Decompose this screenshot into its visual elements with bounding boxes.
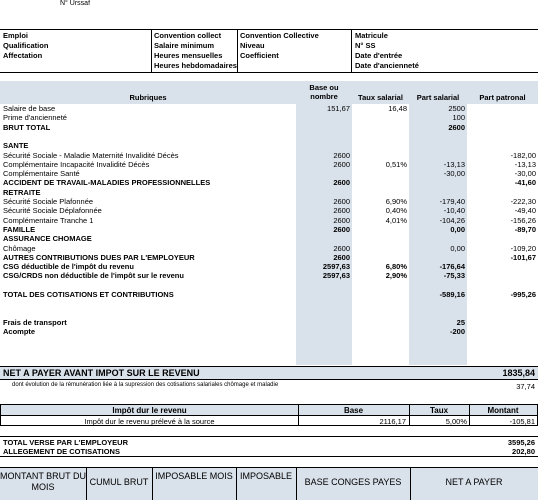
table-row bbox=[0, 327, 538, 336]
row-label: ACCIDENT DE TRAVAIL-MALADIES PROFESSIONNELLES bbox=[3, 178, 211, 188]
table-row bbox=[0, 141, 538, 150]
impot-base-header: Base bbox=[343, 406, 364, 415]
row-label: Complémentaire Santé bbox=[3, 169, 80, 179]
header-base: Base ou nombre bbox=[309, 83, 339, 101]
table-row bbox=[0, 309, 538, 318]
table-row bbox=[0, 188, 538, 197]
net-a-payer-label: NET A PAYER AVANT IMPOT SUR LE REVENU bbox=[3, 368, 200, 378]
table-row bbox=[0, 178, 538, 187]
row-part-patronal: -182,00 bbox=[510, 150, 536, 160]
info-col-1 bbox=[3, 31, 148, 61]
row-taux: 6,80% bbox=[385, 262, 407, 272]
row-part-patronal: -49,40 bbox=[514, 206, 536, 216]
row-part-patronal: -109,20 bbox=[510, 243, 536, 253]
row-part-patronal: -13,13 bbox=[514, 159, 536, 169]
table-row bbox=[0, 253, 538, 262]
header-part-salarial: Part salarial bbox=[416, 93, 460, 102]
divider bbox=[351, 30, 352, 72]
row-base: 2597,63 bbox=[322, 271, 350, 281]
info-qualification: Qualification bbox=[3, 41, 49, 50]
summary-brut-mois: MONTANT BRUT DU MOIS bbox=[0, 471, 87, 492]
row-part-patronal: -30,00 bbox=[514, 169, 536, 179]
row-part-salarial: 25 bbox=[456, 317, 465, 327]
row-label: RETRAITE bbox=[3, 187, 41, 197]
row-base: 2600 bbox=[333, 252, 350, 262]
row-part-salarial: 2500 bbox=[448, 104, 465, 113]
row-part-salarial: -10,40 bbox=[443, 206, 465, 216]
row-base: 2600 bbox=[333, 206, 350, 216]
table-row bbox=[0, 151, 538, 160]
urssaf-label: N° Urssaf bbox=[60, 0, 91, 7]
row-part-salarial: -30,00 bbox=[443, 169, 465, 179]
table-row bbox=[0, 132, 538, 141]
row-label: Sécurité Sociale Déplafonnée bbox=[3, 206, 102, 216]
info-date-anciennete: Date d'ancienneté bbox=[355, 61, 419, 70]
row-label: FAMILLE bbox=[3, 224, 36, 234]
total-employeur-label: TOTAL VERSE PAR L'EMPLOYEUR bbox=[3, 438, 128, 447]
net-a-payer-bar bbox=[0, 366, 538, 380]
row-part-salarial: -176,64 bbox=[439, 262, 465, 272]
row-base: 2600 bbox=[333, 197, 350, 206]
impot-title: Impôt dur le revenu bbox=[112, 406, 187, 415]
row-part-salarial: -589,16 bbox=[439, 290, 465, 299]
table-row bbox=[0, 216, 538, 225]
row-taux: 16,48 bbox=[388, 104, 407, 113]
row-label: Sécurité Sociale - Maladie Maternité Invalidité Décès bbox=[3, 150, 179, 160]
impot-montant: -105,81 bbox=[509, 417, 535, 426]
row-part-patronal: -156,26 bbox=[510, 215, 536, 225]
info-heures-mensuelles: Heures mensuelles bbox=[154, 51, 223, 60]
row-part-patronal: -995,26 bbox=[510, 290, 536, 299]
info-coefficient: Coefficient bbox=[240, 51, 279, 60]
row-part-salarial: -104,26 bbox=[439, 215, 465, 225]
impot-taux: 5,00% bbox=[445, 417, 467, 426]
impot-taux-header: Taux bbox=[429, 406, 449, 415]
row-label: Sécurité Sociale Plafonnée bbox=[3, 197, 94, 206]
row-part-salarial: 0,00 bbox=[450, 224, 465, 234]
row-label: CSG déductible de l'impôt du revenu bbox=[3, 262, 134, 272]
table-row bbox=[0, 225, 538, 234]
row-label: Chômage bbox=[3, 243, 36, 253]
row-label: AUTRES CONTRIBUTIONS DUES PAR L'EMPLOYEUR bbox=[3, 252, 195, 262]
row-label: CSG/CRDS non déductible de l'impôt sur le revenu bbox=[3, 271, 184, 281]
evolution-label: dont évolution de la rémunération liée à la supression des cotisations salariales chômage et maladie bbox=[12, 382, 279, 388]
info-col-4 bbox=[355, 31, 535, 71]
summary-bar bbox=[0, 467, 538, 500]
header-part-patronal: Part patronal bbox=[479, 93, 526, 102]
info-convention-collect: Convention collect bbox=[154, 31, 222, 40]
row-part-patronal: -41,60 bbox=[514, 178, 536, 188]
info-affectation: Affectation bbox=[3, 51, 43, 60]
row-label: ASSURANCE CHOMAGE bbox=[3, 234, 92, 244]
row-part-salarial: 0,00 bbox=[450, 243, 465, 253]
impot-table bbox=[0, 404, 538, 426]
row-taux: 2,90% bbox=[385, 271, 407, 281]
table-row bbox=[0, 271, 538, 280]
table-row bbox=[0, 169, 538, 178]
row-label: Complémentaire Tranche 1 bbox=[3, 215, 94, 225]
summary-imposable: IMPOSABLE bbox=[239, 471, 293, 481]
row-base: 2600 bbox=[333, 178, 350, 188]
row-label: Frais de transport bbox=[3, 317, 67, 327]
row-part-salarial: 2600 bbox=[448, 122, 465, 132]
row-base: 2597,63 bbox=[322, 262, 350, 272]
row-part-salarial: -179,40 bbox=[439, 197, 465, 206]
row-base: 151,67 bbox=[327, 104, 350, 113]
impot-label: Impôt dur le revenu prélevé à la source bbox=[84, 417, 215, 426]
header-rubriques: Rubriques bbox=[129, 93, 167, 102]
allegement-value: 202,80 bbox=[512, 447, 535, 456]
row-label: BRUT TOTAL bbox=[3, 122, 51, 132]
table-row bbox=[0, 160, 538, 169]
table-row bbox=[0, 244, 538, 253]
row-taux: 0,40% bbox=[385, 206, 407, 216]
row-label: Prime d'ancienneté bbox=[3, 113, 67, 123]
row-base: 2600 bbox=[333, 224, 350, 234]
row-base: 2600 bbox=[333, 150, 350, 160]
info-nss: N° SS bbox=[355, 41, 376, 50]
summary-base-conges: BASE CONGES PAYES bbox=[304, 477, 402, 487]
evolution-value: 37,74 bbox=[516, 382, 535, 391]
row-part-salarial: -75,33 bbox=[443, 271, 465, 281]
table-row bbox=[0, 104, 538, 113]
row-taux: 0,51% bbox=[385, 159, 407, 169]
impot-montant-header: Montant bbox=[487, 406, 519, 415]
impot-base: 2116,17 bbox=[379, 417, 406, 426]
total-employeur-value: 3595,26 bbox=[507, 438, 535, 447]
table-row bbox=[0, 281, 538, 290]
rubriques-table bbox=[0, 81, 538, 365]
net-a-payer-value: 1835,84 bbox=[502, 368, 535, 378]
header-taux: Taux salarial bbox=[358, 93, 403, 102]
info-matricule: Matricule bbox=[355, 31, 388, 40]
info-date-entree: Date d'entrée bbox=[355, 51, 403, 60]
row-base: 2600 bbox=[333, 215, 350, 225]
row-base: 2600 bbox=[333, 159, 350, 169]
row-label: TOTAL DES COTISATIONS ET CONTRIBUTIONS bbox=[3, 290, 174, 299]
divider bbox=[151, 30, 152, 72]
allegement-label: ALLEGEMENT DE COTISATIONS bbox=[3, 447, 120, 456]
row-taux: 6,90% bbox=[385, 197, 407, 206]
info-col-3 bbox=[240, 31, 350, 61]
table-row bbox=[0, 123, 538, 132]
info-niveau: Niveau bbox=[240, 41, 265, 50]
info-convention-collective: Convention Collective bbox=[240, 31, 319, 40]
summary-cumul-brut: CUMUL BRUT bbox=[89, 477, 149, 487]
info-salaire-minimum: Salaire minimum bbox=[154, 41, 215, 50]
row-part-salarial: 100 bbox=[452, 113, 465, 123]
summary-imposable-mois: IMPOSABLE MOIS bbox=[155, 471, 233, 481]
info-emploi: Emploi bbox=[3, 31, 29, 40]
table-row bbox=[0, 197, 538, 206]
table-row bbox=[0, 113, 538, 122]
employee-info-block bbox=[0, 29, 538, 73]
row-part-salarial: -200 bbox=[449, 327, 465, 337]
table-row bbox=[0, 290, 538, 299]
summary-net-a-payer: NET A PAYER bbox=[445, 477, 503, 487]
row-part-salarial: -13,13 bbox=[443, 159, 465, 169]
row-label: Acompte bbox=[3, 327, 36, 337]
row-label: SANTE bbox=[3, 141, 29, 151]
row-label: Salaire de base bbox=[3, 104, 56, 113]
row-part-patronal: -89,70 bbox=[514, 224, 536, 234]
table-row bbox=[0, 262, 538, 271]
divider bbox=[237, 30, 238, 72]
table-row bbox=[0, 299, 538, 308]
row-base: 2600 bbox=[333, 243, 350, 253]
row-label: Complémentaire Incapacité Invalidité Décès bbox=[3, 159, 150, 169]
row-taux: 4,01% bbox=[385, 215, 407, 225]
totals-block bbox=[0, 436, 538, 457]
table-row bbox=[0, 234, 538, 243]
table-row bbox=[0, 206, 538, 215]
evolution-row bbox=[0, 382, 538, 392]
info-heures-hebdo: Heures hebdomadaires bbox=[154, 61, 237, 70]
row-part-patronal: -101,67 bbox=[510, 252, 536, 262]
table-row bbox=[0, 318, 538, 327]
row-part-patronal: -222,30 bbox=[510, 197, 536, 206]
info-col-2 bbox=[154, 31, 237, 71]
